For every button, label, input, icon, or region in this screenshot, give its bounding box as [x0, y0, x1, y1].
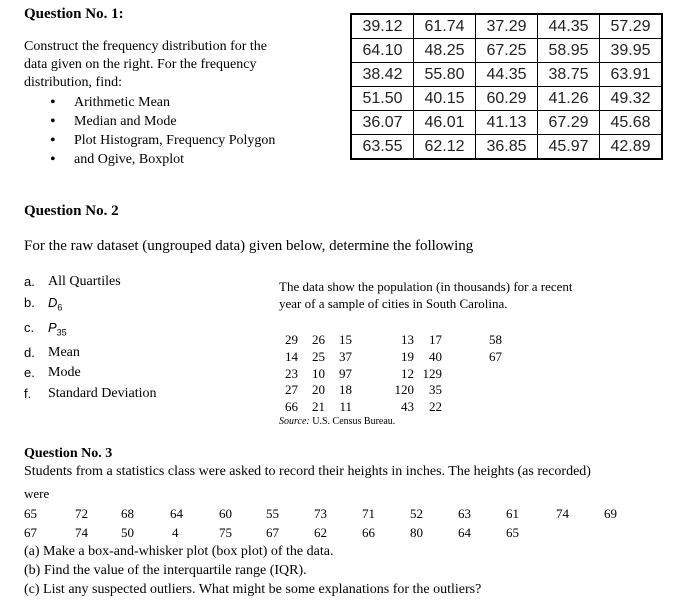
height-value: 65	[24, 506, 37, 521]
heights-row-1	[0, 506, 695, 524]
population-value: 40	[429, 349, 442, 364]
percentile-symbol: P	[48, 319, 57, 335]
q2-task-label: Standard Deviation	[48, 385, 157, 401]
height-value: 74	[556, 506, 569, 521]
table-cell: 41.26	[538, 87, 600, 111]
q3-were: were	[24, 486, 50, 501]
source-text: U.S. Census Bureau.	[312, 416, 396, 427]
table-row	[351, 39, 662, 63]
q2-intro: For the raw dataset (ungrouped data) given below, determine the following	[24, 238, 474, 254]
table-row	[351, 14, 662, 39]
q2-task	[24, 272, 156, 293]
height-value: 64	[170, 506, 183, 521]
population-value: 27	[285, 382, 298, 397]
height-value: 63	[458, 506, 471, 521]
table-cell: 37.29	[476, 14, 538, 39]
table-cell: 48.25	[414, 39, 476, 63]
table-cell: 63.91	[600, 63, 663, 87]
height-value: 67	[24, 525, 37, 540]
table-cell: 38.42	[351, 63, 414, 87]
population-value: 120	[394, 382, 414, 397]
height-value: 71	[362, 506, 375, 521]
decile-subscript: 6	[57, 302, 63, 313]
population-value: 19	[401, 349, 414, 364]
decile-symbol: D	[48, 294, 58, 310]
height-value: 60	[219, 506, 232, 521]
height-value: 74	[75, 525, 88, 540]
table-cell: 36.85	[476, 135, 538, 160]
table-cell: 67.29	[538, 111, 600, 135]
q1-bullet: • Plot Histogram, Frequency Polygon	[50, 131, 275, 150]
q1-bullet: • Arithmetic Mean	[50, 93, 275, 112]
height-value: 61	[506, 506, 519, 521]
height-value: 50	[121, 525, 134, 540]
table-cell: 57.29	[600, 14, 663, 39]
height-value: 55	[266, 506, 279, 521]
source-note	[279, 416, 395, 427]
q2-task-label: Mode	[48, 365, 81, 381]
population-value: 14	[285, 349, 298, 364]
table-cell: 49.32	[600, 87, 663, 111]
table-row	[351, 63, 662, 87]
q1-bullet-continuation: • and Ogive, Boxplot	[50, 150, 275, 169]
q1-intro-line: Construct the frequency distribution for the	[24, 39, 267, 54]
q3-part-c: (c) List any suspected outliers. What might be some explanations for the outliers?	[24, 582, 482, 597]
population-value: 13	[401, 332, 414, 347]
population-value: 129	[422, 366, 442, 381]
q3-part-b: (b) Find the value of the interquartile range (IQR).	[24, 563, 307, 578]
population-value: 11	[339, 399, 352, 414]
percentile-subscript: 35	[56, 327, 67, 338]
population-value: 67	[489, 349, 502, 364]
population-value: 35	[429, 382, 442, 397]
q2-task-marker: c.	[24, 319, 35, 335]
table-row	[351, 111, 662, 135]
table-row	[351, 87, 662, 111]
q2-task-marker: a.	[24, 274, 35, 289]
population-value: 20	[312, 382, 325, 397]
height-value: 72	[75, 506, 88, 521]
q3-intro: Students from a statistics class were asked to record their heights in inches. The heights (as recorded)	[24, 464, 591, 479]
table-cell: 64.10	[351, 39, 414, 63]
q1-intro-line: data given on the right. For the frequency	[24, 57, 257, 72]
q2-task-marker: e.	[24, 365, 35, 381]
population-value: 23	[285, 366, 298, 381]
q2-task-list	[24, 272, 156, 404]
q1-intro-line: distribution, find:	[24, 75, 122, 90]
height-value: 4	[172, 525, 179, 540]
population-value: 18	[339, 382, 352, 397]
height-value: 73	[314, 506, 327, 521]
q3-title: Question No. 3	[24, 446, 113, 461]
q1-title: Question No. 1:	[24, 6, 124, 22]
table-cell: 44.35	[538, 14, 600, 39]
population-value: 58	[489, 332, 502, 347]
population-value: 12	[401, 366, 414, 381]
frequency-data-table	[350, 13, 663, 160]
q2-task-marker: d.	[24, 344, 35, 360]
height-value: 68	[121, 506, 134, 521]
population-value: 43	[401, 399, 414, 414]
source-label: Source:	[279, 416, 310, 427]
table-cell: 51.50	[351, 87, 414, 111]
table-cell: 55.80	[414, 63, 476, 87]
table-cell: 63.55	[351, 135, 414, 160]
q2-task	[24, 384, 156, 405]
q2-task-marker: b.	[24, 294, 35, 310]
q2-task-label	[48, 293, 62, 318]
table-cell: 58.95	[538, 39, 600, 63]
table-cell: 60.29	[476, 87, 538, 111]
height-value: 64	[458, 525, 471, 540]
table-cell: 61.74	[414, 14, 476, 39]
population-description	[279, 278, 573, 312]
population-value: 29	[285, 332, 298, 347]
table-cell: 42.89	[600, 135, 663, 160]
population-value: 10	[312, 366, 325, 381]
table-cell: 38.75	[538, 63, 600, 87]
population-value: 25	[312, 349, 325, 364]
table-row	[351, 135, 662, 160]
height-value: 75	[219, 525, 232, 540]
table-cell: 62.12	[414, 135, 476, 160]
q2-title: Question No. 2	[24, 203, 119, 219]
height-value: 66	[362, 525, 375, 540]
table-cell: 45.68	[600, 111, 663, 135]
q3-part-a: (a) Make a box-and-whisker plot (box plot) of the data.	[24, 544, 334, 559]
height-value: 52	[410, 506, 423, 521]
table-cell: 67.25	[476, 39, 538, 63]
population-value: 37	[339, 349, 352, 364]
table-cell: 36.07	[351, 111, 414, 135]
q2-task	[24, 343, 156, 364]
q2-task	[24, 293, 156, 318]
table-cell: 45.97	[538, 135, 600, 160]
population-value: 21	[312, 399, 325, 414]
population-value: 97	[339, 366, 352, 381]
height-value: 69	[604, 506, 617, 521]
table-cell: 41.13	[476, 111, 538, 135]
population-description-line: year of a sample of cities in South Carolina.	[279, 296, 508, 311]
q1-bullet: • Median and Mode	[50, 112, 275, 131]
population-value: 17	[429, 332, 442, 347]
q2-task-label: All Quartiles	[48, 274, 121, 289]
population-value: 22	[429, 399, 442, 414]
height-value: 67	[266, 525, 279, 540]
q2-task-marker: f.	[24, 385, 32, 401]
population-value: 15	[339, 332, 352, 347]
table-cell: 40.15	[414, 87, 476, 111]
height-value: 65	[506, 525, 519, 540]
q2-task	[24, 318, 156, 343]
table-cell: 39.12	[351, 14, 414, 39]
height-value: 62	[314, 525, 327, 540]
population-description-line: The data show the population (in thousands) for a recent	[279, 279, 573, 294]
q2-task	[24, 363, 156, 384]
q1-intro	[24, 38, 324, 92]
population-value: 66	[285, 399, 298, 414]
height-value: 80	[410, 525, 423, 540]
heights-row-2	[0, 525, 695, 543]
q2-task-label: Mean	[48, 344, 80, 360]
q1-bullet-list	[50, 93, 275, 169]
population-value: 26	[312, 332, 325, 347]
table-cell: 44.35	[476, 63, 538, 87]
q2-task-label	[48, 318, 67, 343]
table-cell: 39.95	[600, 39, 663, 63]
table-cell: 46.01	[414, 111, 476, 135]
